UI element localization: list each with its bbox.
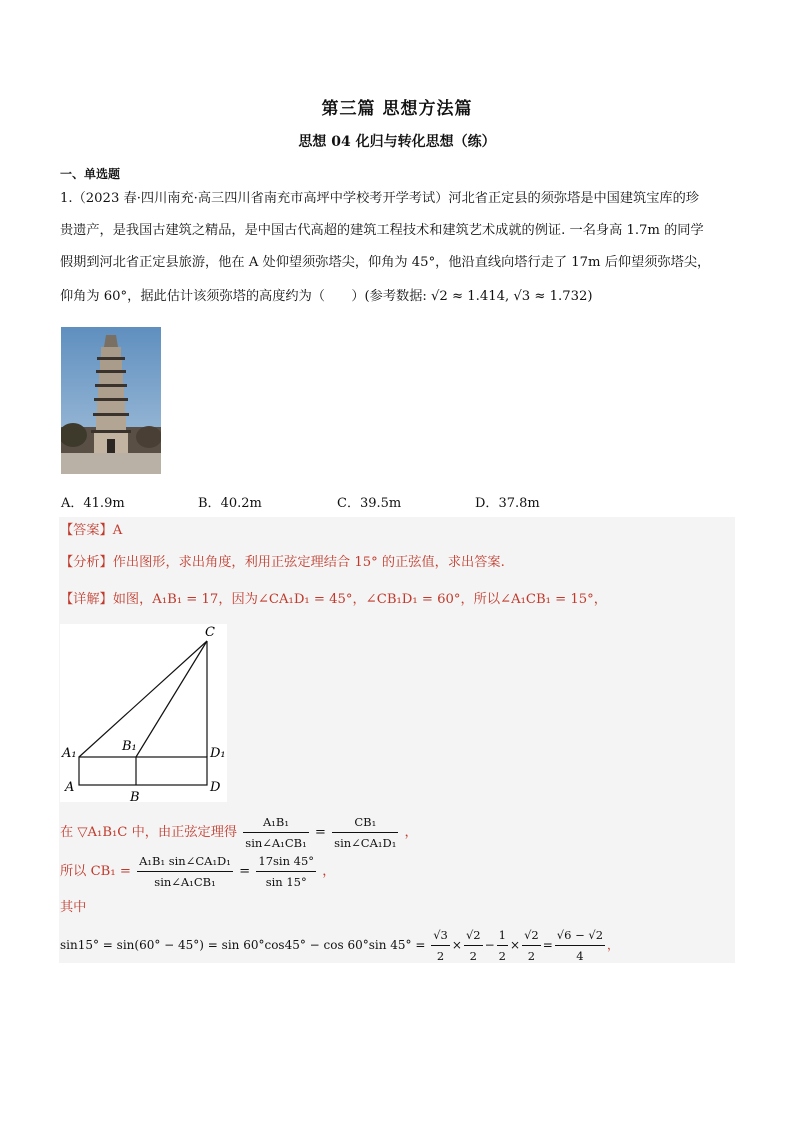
step4-frac-c: $\frac{1}{2}$: [497, 925, 508, 966]
step-4: [60, 925, 619, 966]
step4-suffix: ，: [607, 938, 620, 952]
question-line-3: 假期到河北省正定县旅游，他在 A 处仰望须弥塔尖，仰角为 45°，他沿直线向塔行走了 17m 后仰望须弥塔尖，: [60, 255, 711, 270]
answer-value: A: [112, 523, 123, 538]
option-a[interactable]: [61, 492, 125, 511]
step-2: [60, 851, 335, 892]
label-d: D: [210, 780, 221, 795]
detail-line: [60, 590, 607, 610]
step1-prefix: 在 ▽A₁B₁C 中，由正弦定理得: [60, 825, 238, 840]
label-b1: B₁: [122, 739, 137, 754]
option-a-label: A．: [61, 496, 84, 511]
step1-equals: =: [314, 825, 326, 840]
step4-times-2: ×: [510, 938, 521, 952]
label-a1: A₁: [62, 746, 77, 761]
step2-suffix: ，: [322, 864, 336, 879]
option-d-value: 37.8m: [498, 496, 540, 511]
step4-equals: =: [542, 938, 553, 952]
page-title: 第三篇 思想方法篇: [321, 99, 473, 119]
step-3: 其中: [60, 900, 87, 915]
label-b: B: [130, 790, 140, 802]
geometry-diagram: [60, 624, 227, 802]
label-a: A: [65, 780, 75, 795]
section-heading: 一、单选题: [60, 167, 121, 181]
option-b-label: B．: [198, 496, 221, 511]
question-line-4: 仰角为 60°，据此估计该须弥塔的高度约为（ ）(参考数据: √2 ≈ 1.414, √3 ≈ 1.732): [60, 289, 593, 304]
step4-frac-d: $\frac{√2}{2}$: [522, 925, 541, 966]
answer-tag: 【答案】: [60, 523, 113, 538]
option-c[interactable]: [337, 492, 401, 511]
option-b[interactable]: [198, 492, 262, 511]
analysis-tag: 【分析】: [60, 555, 113, 570]
option-c-label: C．: [337, 496, 360, 511]
detail-text: 如图，A₁B₁ = 17，因为∠CA₁D₁ = 45°，∠CB₁D₁ = 60°，所以∠A₁CB₁ = 15°，: [112, 592, 607, 607]
detail-tag: 【详解】: [60, 592, 113, 607]
answer-line: [60, 521, 122, 541]
pagoda-photo: [61, 327, 161, 474]
step4-frac-b: $\frac{√2}{2}$: [464, 925, 483, 966]
option-d[interactable]: [475, 492, 540, 511]
step1-suffix: ，: [404, 825, 418, 840]
label-d1: D₁: [210, 746, 226, 761]
step4-minus: −: [484, 938, 495, 952]
step2-fraction-2: $\frac{17\sin 45^\circ}{\sin 15^\circ}$: [256, 851, 316, 892]
option-a-value: 41.9m: [83, 496, 125, 511]
label-c: C: [205, 625, 215, 640]
analysis-text: 作出图形，求出角度，利用正弦定理结合 15° 的正弦值，求出答案.: [112, 555, 505, 570]
step2-prefix: 所以 CB₁ =: [60, 864, 131, 879]
option-b-value: 40.2m: [220, 496, 262, 511]
step4-frac-a: $\frac{√3}{2}$: [431, 925, 450, 966]
step4-times-1: ×: [451, 938, 462, 952]
analysis-line: [60, 553, 505, 573]
question-line-1: 1.（2023 春·四川南充·高三四川省南充市高坪中学校考开学考试）河北省正定县的须弥塔是中国建筑宝库的珍: [60, 191, 699, 206]
step2-equals: =: [239, 864, 251, 879]
option-c-value: 39.5m: [359, 496, 402, 511]
step4-frac-e: $\frac{√6 - √2}{4}$: [555, 925, 605, 966]
step1-fraction-2: $\frac{\text{CB₁}}{\text{sin∠CA₁D₁}}$: [332, 812, 398, 853]
question-line-2: 贵遗产，是我国古建筑之精品，是中国古代高超的建筑工程技术和建筑艺术成就的例证. 一名身高 1.7m 的同学: [60, 223, 704, 238]
step2-fraction-1: $\frac{\text{A₁B₁ sin∠CA₁D₁}}{\text{sin∠A₁CB₁}}$: [137, 851, 233, 892]
step1-fraction-1: $\frac{\text{A₁B₁}}{\text{sin∠A₁CB₁}}$: [243, 812, 308, 853]
step-1: [60, 812, 418, 853]
step4-text: sin15° = sin(60° − 45°) = sin 60°cos45° − cos 60°sin 45° =: [60, 938, 426, 952]
option-d-label: D．: [475, 496, 499, 511]
page-subtitle: 思想 04 化归与转化思想（练）: [298, 134, 496, 150]
